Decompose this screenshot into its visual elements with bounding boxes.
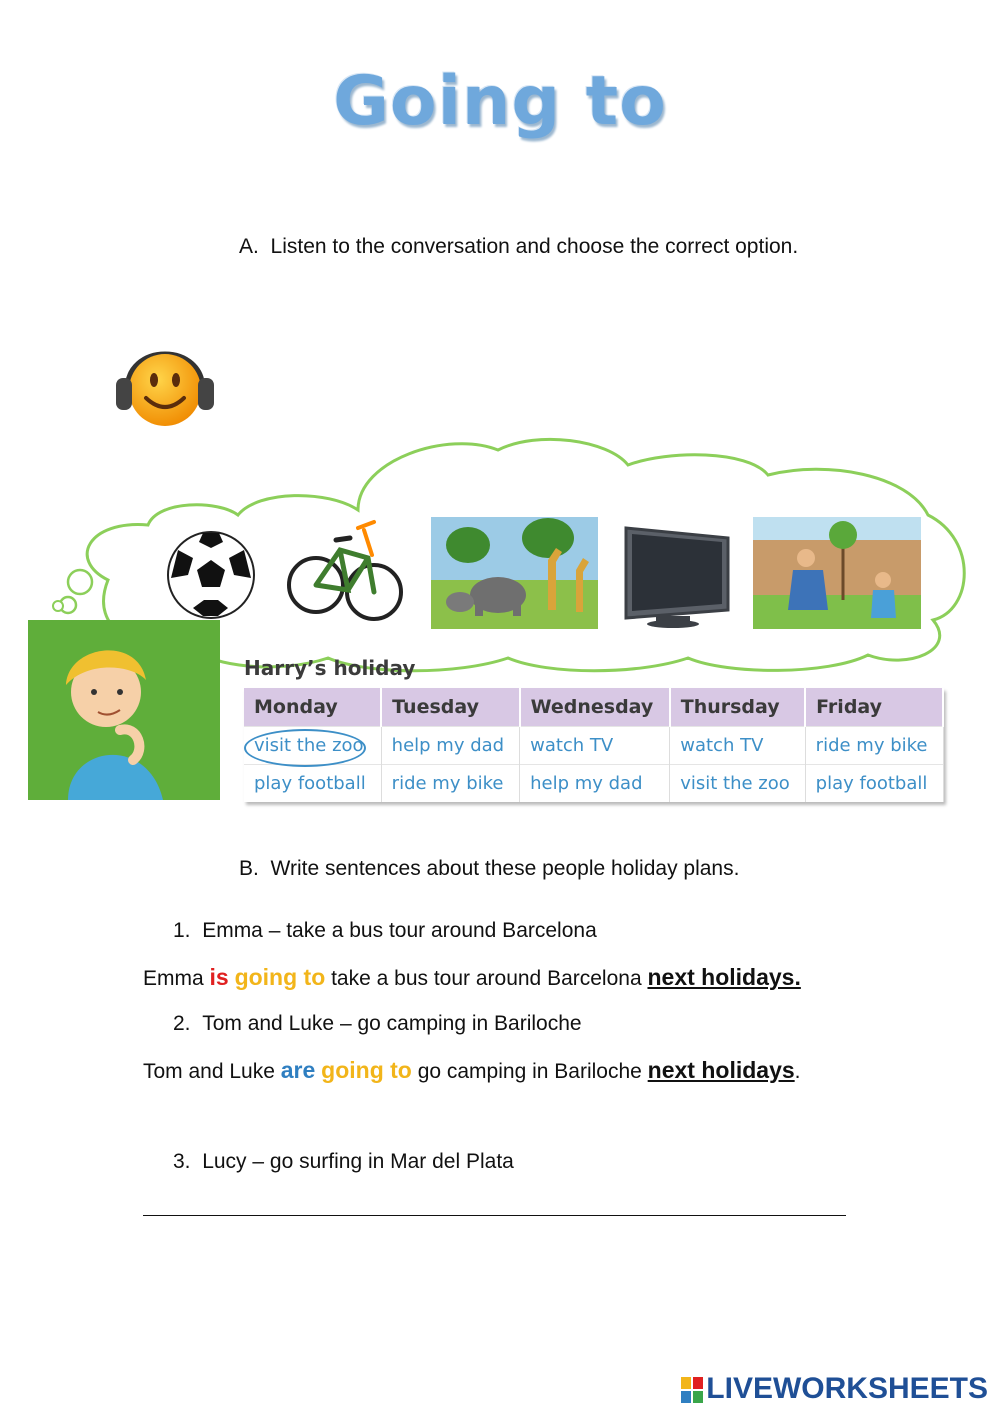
schedule-cell[interactable]: ride my bike: [381, 765, 519, 803]
schedule-cell[interactable]: watch TV: [670, 727, 805, 765]
gardening-picture: [753, 517, 921, 629]
answer-rest: go camping in Bariloche: [417, 1060, 642, 1083]
day-wednesday: Wednesday: [520, 688, 670, 727]
headphones-smiley-icon: [110, 332, 220, 432]
schedule-row: [244, 765, 943, 803]
section-a-letter: A.: [239, 235, 259, 258]
schedule-cell[interactable]: help my dad: [520, 765, 670, 803]
schedule-cell[interactable]: play football: [244, 765, 381, 803]
day-tuesday: Tuesday: [381, 688, 519, 727]
item-prompt: Emma – take a bus tour around Barcelona: [202, 919, 597, 942]
item-number: 2.: [173, 1012, 191, 1035]
section-b-letter: B.: [239, 857, 259, 880]
answer-subject: Tom and Luke: [143, 1060, 275, 1083]
harry-picture: [28, 620, 220, 800]
day-thursday: Thursday: [670, 688, 805, 727]
zoo-picture: [431, 517, 598, 629]
item-3: [173, 1150, 514, 1174]
item-2: [173, 1012, 582, 1036]
answer-time: next holidays: [647, 1057, 795, 1083]
answer-2[interactable]: [143, 1057, 801, 1084]
liveworksheets-logo: [681, 1372, 988, 1406]
answer-going-to: going to: [321, 1057, 412, 1083]
answer-going-to: going to: [234, 964, 326, 990]
football-icon: [168, 532, 254, 618]
item-1: [173, 919, 597, 943]
logo-text: LIVEWORKSHEETS: [706, 1372, 988, 1405]
answer-verb: are: [280, 1057, 316, 1083]
item-prompt: Tom and Luke – go camping in Bariloche: [202, 1012, 582, 1035]
page-title: Going to: [333, 62, 667, 141]
item-number: 3.: [173, 1150, 191, 1173]
answer-rest: take a bus tour around Barcelona: [331, 967, 642, 990]
day-friday: Friday: [805, 688, 943, 727]
schedule-cell[interactable]: ride my bike: [805, 727, 943, 765]
schedule-cell[interactable]: watch TV: [520, 727, 670, 765]
schedule-header-row: [244, 688, 943, 727]
answer-period: .: [794, 1060, 801, 1083]
schedule-cell[interactable]: help my dad: [381, 727, 519, 765]
answer-3-blank-line[interactable]: [143, 1215, 846, 1216]
item-prompt: Lucy – go surfing in Mar del Plata: [202, 1150, 514, 1173]
item-number: 1.: [173, 919, 191, 942]
liveworksheets-mark-icon: [681, 1377, 703, 1403]
section-a-instruction: [239, 235, 798, 259]
answer-time: next holidays.: [647, 964, 801, 990]
section-b-instruction: [239, 857, 739, 881]
answer-subject: Emma: [143, 967, 204, 990]
schedule-cell[interactable]: visit the zoo: [670, 765, 805, 803]
day-monday: Monday: [244, 688, 381, 727]
schedule-cell[interactable]: visit the zoo: [244, 727, 381, 765]
section-b-text: Write sentences about these people holiday plans.: [270, 857, 740, 880]
answer-verb: is: [209, 964, 229, 990]
schedule-caption: Harry’s holiday: [244, 656, 416, 680]
schedule-cell[interactable]: play football: [805, 765, 943, 803]
selected-option-circle: [244, 729, 366, 767]
answer-1[interactable]: [143, 964, 801, 991]
section-a-text: Listen to the conversation and choose the correct option.: [270, 235, 799, 258]
